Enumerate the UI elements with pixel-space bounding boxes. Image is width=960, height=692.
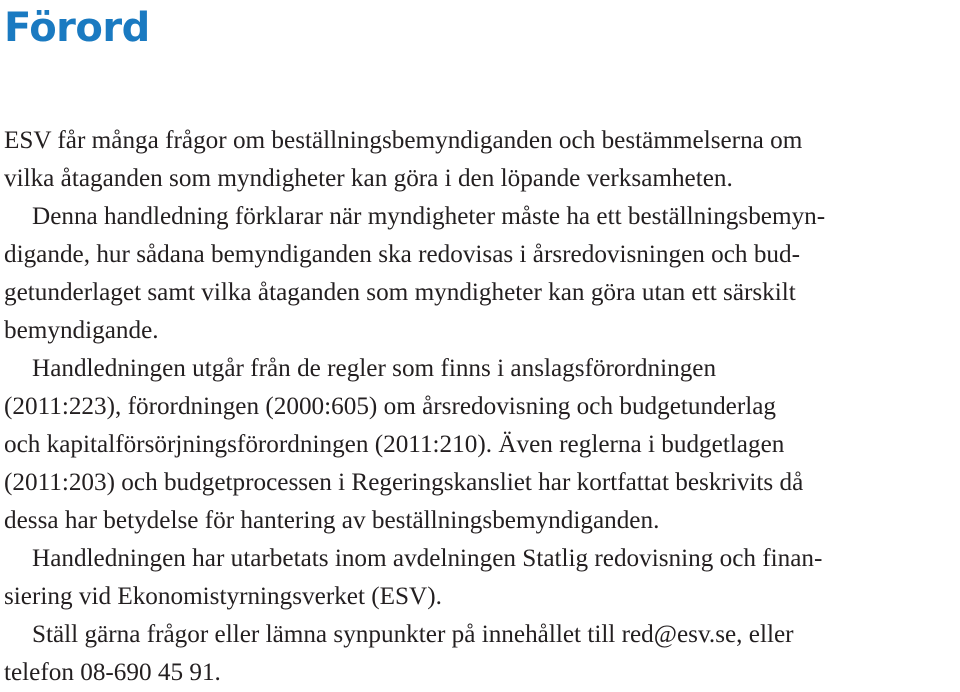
paragraph-5 — [4, 616, 960, 692]
page-title: Förord — [4, 5, 150, 51]
text-line: Ställ gärna frågor eller lämna synpunkter på innehållet till red@esv.se, eller — [32, 621, 794, 648]
text-line: vilka åtaganden som myndigheter kan göra i den löpande verksamheten. — [4, 165, 733, 192]
foreword-body — [4, 122, 960, 692]
text-line: Handledningen utgår från de regler som finns i anslagsförordningen — [32, 355, 717, 382]
text-line: dessa har betydelse för hantering av beställningsbemyndiganden. — [4, 507, 660, 534]
text-line: Denna handledning förklarar när myndigheter måste ha ett beställningsbemyn- — [32, 203, 826, 230]
text-line: (2011:223), förordningen (2000:605) om årsredovisning och budgetunderlag — [4, 393, 777, 420]
text-line: och kapitalförsörjningsförordningen (2011:210). Även reglerna i budgetlagen — [4, 431, 785, 458]
paragraph-2 — [4, 198, 960, 350]
text-line: Handledningen har utarbetats inom avdelningen Statlig redovisning och finan- — [32, 545, 823, 572]
text-line: siering vid Ekonomistyrningsverket (ESV). — [4, 583, 442, 610]
text-line: (2011:203) och budgetprocessen i Regeringskansliet har kortfattat beskrivits då — [4, 469, 804, 496]
paragraph-1 — [4, 122, 960, 198]
text-line: ESV får många frågor om beställningsbemyndiganden och bestämmelserna om — [4, 127, 803, 154]
text-line: digande, hur sådana bemyndiganden ska redovisas i årsredovisningen och bud- — [4, 241, 800, 268]
paragraph-4 — [4, 540, 960, 616]
text-line: getunderlaget samt vilka åtaganden som myndigheter kan göra utan ett särskilt — [4, 279, 796, 306]
text-line: bemyndigande. — [4, 317, 159, 344]
paragraph-3 — [4, 350, 960, 540]
text-line: telefon 08-690 45 91. — [4, 659, 221, 686]
